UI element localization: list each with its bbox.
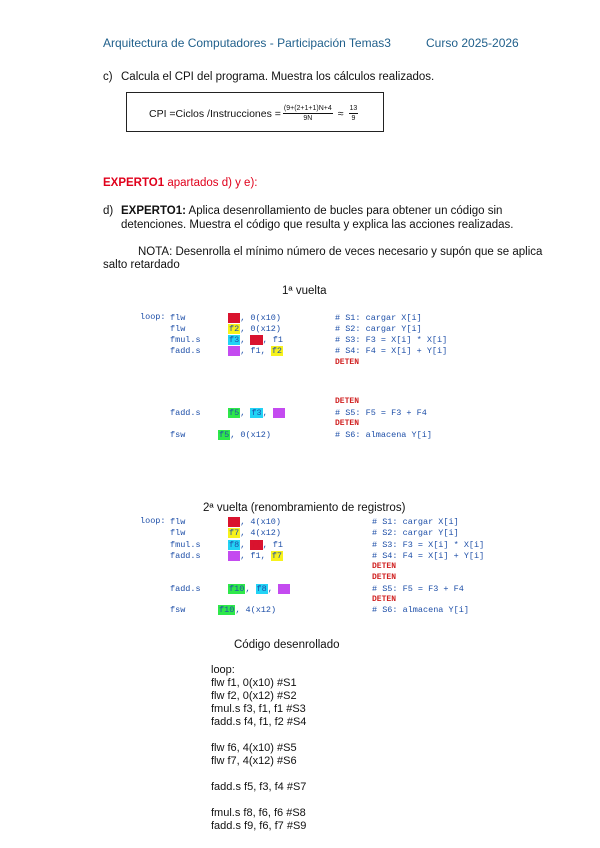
v2-deten-1: DETEN <box>372 562 397 571</box>
v2-row2-rest: , 4(x12) <box>240 528 282 538</box>
cpi-fraction-2-denominator: 9 <box>351 115 356 122</box>
experto-heading-bold: EXPERTO1 <box>103 177 165 189</box>
v1-row5-args <box>228 408 285 418</box>
v2-row5-reg-c: f8 <box>256 584 267 594</box>
v1-row3-reg-c: f1 <box>251 335 262 345</box>
v2-row6-rest: , 4(x12) <box>235 605 277 615</box>
v1-row2-reg-a: f2 <box>229 324 240 334</box>
v1-row5-reg-a: f5 <box>229 408 240 418</box>
v2-row6-comment: # S6: almacena Y[i] <box>372 605 469 615</box>
v1-row5-reg-e: f4 <box>273 408 285 418</box>
v2-row1-reg-a: f6 <box>229 517 240 527</box>
v2-row6-op: fsw <box>170 605 186 615</box>
v2-row6-args <box>218 605 276 615</box>
v1-row4-sep: , f1, <box>240 346 271 356</box>
unrolled-line: flw f1, 0(x10) #S1 <box>211 677 297 689</box>
vuelta1-loop-label: loop: <box>140 312 166 322</box>
v2-row3-comment: # S3: F3 = X[i] * X[i] <box>372 540 485 550</box>
v2-row5-reg-a: f10 <box>229 584 245 594</box>
unrolled-line: fadd.s f5, f3, f4 #S7 <box>211 781 307 793</box>
unrolled-blank <box>211 768 306 781</box>
cpi-formula-box <box>126 92 384 132</box>
v1-deten-3: DETEN <box>335 419 360 428</box>
question-d-line1 <box>121 205 502 217</box>
v2-row2-comment: # S2: cargar Y[i] <box>372 528 459 538</box>
v2-row5-op: fadd.s <box>170 584 201 594</box>
v1-row6-reg-a: f5 <box>219 430 230 440</box>
v1-row2-comment: # S2: cargar Y[i] <box>335 324 422 334</box>
cpi-fraction-1-denominator: 9N <box>303 115 313 122</box>
v2-row4-reg-c: f7 <box>271 551 283 561</box>
v2-row3-rest: , f1 <box>262 540 284 550</box>
v2-deten-2: DETEN <box>372 573 397 582</box>
v2-row3-sep: , <box>240 540 251 550</box>
question-d-label: d) <box>103 205 114 217</box>
v1-row3-comment: # S3: F3 = X[i] * X[i] <box>335 335 448 345</box>
v1-row4-op: fadd.s <box>170 346 201 356</box>
v1-row3-op: fmul.s <box>170 335 201 345</box>
v1-deten-2: DETEN <box>335 397 360 406</box>
unrolled-blank <box>211 794 306 807</box>
v1-row1-args <box>228 313 281 323</box>
v2-row5-sep1: , <box>245 584 256 594</box>
experto-heading <box>103 177 257 189</box>
v1-row6-rest: , 0(x12) <box>230 430 272 440</box>
v2-row1-args <box>228 517 281 527</box>
unrolled-line: fadd.s f9, f6, f7 #S9 <box>211 820 307 832</box>
v1-row2-rest: , 0(x12) <box>240 324 282 334</box>
v1-row4-args <box>228 346 283 356</box>
cpi-fraction-2 <box>349 104 359 123</box>
v2-row1-comment: # S1: cargar X[i] <box>372 517 459 527</box>
approx-symbol: ≈ <box>337 107 344 120</box>
cpi-formula <box>149 104 358 123</box>
v1-row3-rest: , f1 <box>262 335 284 345</box>
v2-row5-reg-e: f9 <box>278 584 290 594</box>
question-c-text: Calcula el CPI del programa. Muestra los cálculos realizados. <box>121 71 435 83</box>
v2-row4-op: fadd.s <box>170 551 201 561</box>
unrolled-blank <box>211 729 306 742</box>
v2-row4-sep: , f1, <box>240 551 271 561</box>
v1-row5-reg-c: f3 <box>251 408 262 418</box>
experto-heading-rest: apartados d) y e): <box>164 177 258 189</box>
cpi-fraction-1 <box>283 104 333 123</box>
v1-row6-comment: # S6: almacena Y[i] <box>335 430 432 440</box>
unrolled-line: fadd.s f4, f1, f2 #S4 <box>211 716 307 728</box>
v1-row5-comment: # S5: F5 = F3 + F4 <box>335 408 427 418</box>
v1-row4-reg-c: f2 <box>271 346 283 356</box>
v2-row1-op: flw <box>170 517 186 527</box>
unrolled-code-block <box>211 664 306 833</box>
v1-deten-1: DETEN <box>335 358 360 367</box>
v2-row5-args <box>228 584 290 594</box>
unrolled-line: flw f6, 4(x10) #S5 <box>211 742 297 754</box>
vuelta2-title: 2ª vuelta (renombramiento de registros) <box>203 502 406 514</box>
unrolled-line: flw f2, 0(x12) #S2 <box>211 690 297 702</box>
v1-row6-op: fsw <box>170 430 186 440</box>
v1-row1-reg-a: f1 <box>229 313 240 323</box>
v2-row2-op: flw <box>170 528 186 538</box>
unrolled-line: loop: <box>211 664 235 676</box>
v1-row6-args <box>218 430 271 440</box>
v2-row3-args <box>228 540 283 550</box>
v1-row2-args <box>228 324 281 334</box>
unrolled-line: flw f7, 4(x12) #S6 <box>211 755 297 767</box>
v2-row1-rest: , 4(x10) <box>240 517 282 527</box>
v2-row2-args <box>228 528 281 538</box>
question-d-line2: detenciones. Muestra el código que resulta y explica las acciones realizadas. <box>121 219 514 231</box>
question-d-bold: EXPERTO1: <box>121 205 186 217</box>
v1-row5-op: fadd.s <box>170 408 201 418</box>
cpi-fraction-1-numerator: (9+(2+1+1)N+4 <box>283 105 332 112</box>
nota-line1: NOTA: Desenrolla el mínimo número de veces necesario y supón que se aplica <box>138 246 543 258</box>
question-d-text1: Aplica desenrollamiento de bucles para obtener un código sin <box>185 205 503 217</box>
vuelta1-title: 1ª vuelta <box>282 285 327 297</box>
v1-row4-comment: # S4: F4 = X[i] + Y[i] <box>335 346 448 356</box>
unrolled-title: Código desenrollado <box>234 639 340 651</box>
v2-row4-args <box>228 551 283 561</box>
v2-row3-reg-a: f8 <box>229 540 240 550</box>
v1-row3-args <box>228 335 283 345</box>
v1-row3-sep: , <box>240 335 251 345</box>
document-header-course: Curso 2025-2026 <box>426 36 519 50</box>
unrolled-line: fmul.s f8, f6, f6 #S8 <box>211 807 306 819</box>
cpi-fraction-2-numerator: 13 <box>349 105 358 112</box>
v2-row3-reg-c: f6 <box>251 540 262 550</box>
v2-row6-reg-a: f10 <box>219 605 235 615</box>
v1-row5-sep1: , <box>240 408 251 418</box>
v1-row1-rest: , 0(x10) <box>240 313 282 323</box>
v2-row3-op: fmul.s <box>170 540 201 550</box>
v2-row4-reg-a: f9 <box>229 551 240 561</box>
v2-row5-sep2: , <box>267 584 278 594</box>
v1-row1-op: flw <box>170 313 186 323</box>
v2-row2-reg-a: f7 <box>229 528 240 538</box>
v2-row4-comment: # S4: F4 = X[i] + Y[i] <box>372 551 485 561</box>
unrolled-line: fmul.s f3, f1, f1 #S3 <box>211 703 306 715</box>
cpi-formula-prefix: CPI =Ciclos /Instrucciones = <box>149 107 281 120</box>
v2-row5-comment: # S5: F5 = F3 + F4 <box>372 584 464 594</box>
document-header-title: Arquitectura de Computadores - Participación Temas3 <box>103 36 391 50</box>
v1-row1-comment: # S1: cargar X[i] <box>335 313 422 323</box>
question-c-label: c) <box>103 71 113 83</box>
nota-line2: salto retardado <box>103 259 180 271</box>
vuelta2-loop-label: loop: <box>140 516 166 526</box>
v1-row2-op: flw <box>170 324 186 334</box>
v1-row5-sep2: , <box>262 408 273 418</box>
v1-row4-reg-a: f4 <box>229 346 240 356</box>
v2-deten-3: DETEN <box>372 595 397 604</box>
v1-row3-reg-a: f3 <box>229 335 240 345</box>
